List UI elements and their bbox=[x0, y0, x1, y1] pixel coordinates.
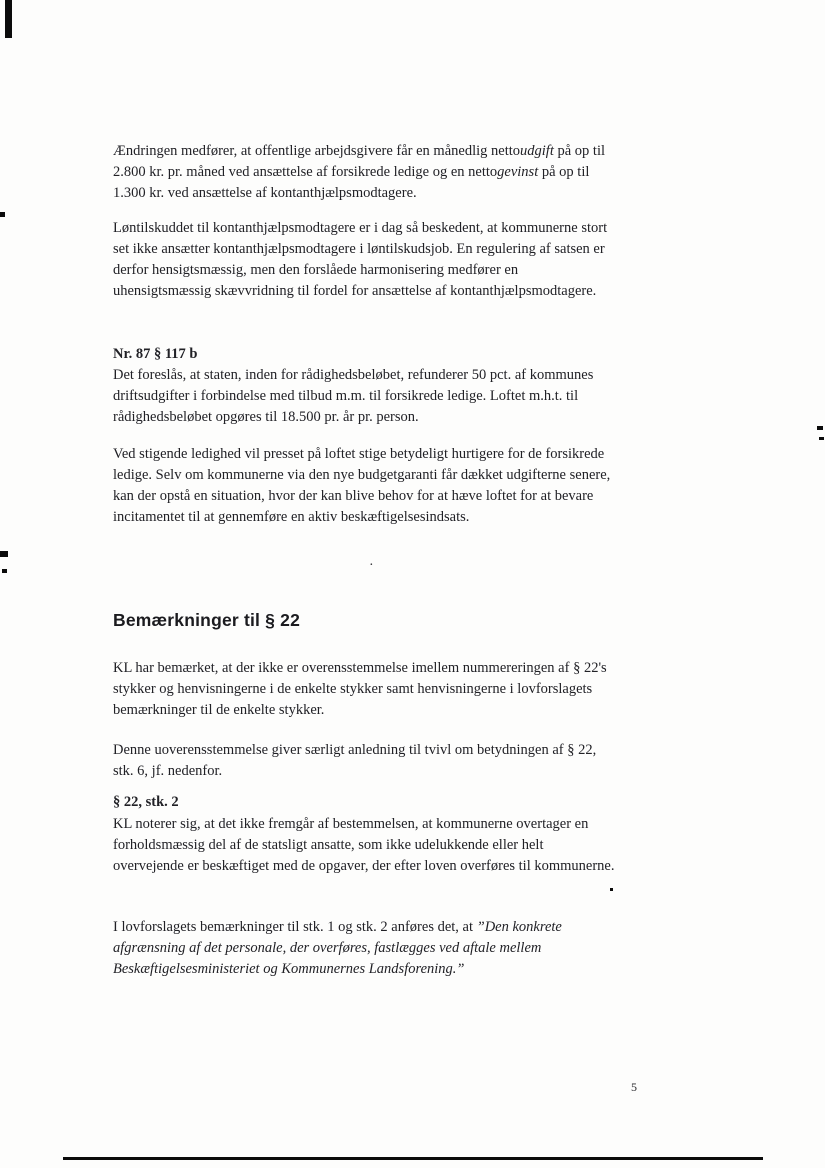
paragraph-nettoudgift bbox=[113, 141, 615, 204]
scan-artifact bbox=[2, 569, 7, 573]
text-run: Ændringen medfører, at offentlige arbejdsgivere får en månedlig netto bbox=[113, 143, 521, 159]
text-run-italic: udgift bbox=[520, 143, 554, 159]
scan-artifact bbox=[610, 888, 613, 891]
scan-artifact bbox=[0, 212, 5, 217]
scan-artifact bbox=[0, 551, 8, 557]
paragraph-loentilskud: Løntilskuddet til kontanthjælpsmodtagere er i dag så beskedent, at kommunerne stort set ikke ansætter kontanthjælpsmodtagere i løntilskudsjob. En regulering af satsen er derfor hensigtsmæssig, men den forslåede harmonisering medfører en uhensigtsmæssig skævvridning til fordel for ansættelse af kontanthjælpsmodtagere. bbox=[113, 220, 608, 299]
separator-dot: · bbox=[369, 558, 374, 573]
scan-artifact bbox=[63, 1157, 763, 1160]
paragraph-kl-noterer: KL noterer sig, at det ikke fremgår af bestemmelsen, at kommunerne overtager en forholdsmæssig del af de statsligt ansatte, som ikke udelukkende eller helt overvejende er beskæftiget med de opgaver, der efter loven overføres til kommunerne. bbox=[113, 816, 615, 874]
paragraph-kl-bemaerket: KL har bemærket, at der ikke er overensstemmelse imellem nummereringen af § 22's stykker og henvisningerne i de enkelte stykker samt henvisningerne i lovforslagets bemærkninger til de enkelte stykker. bbox=[113, 660, 607, 718]
heading-bemaerkninger-22: Bemærkninger til § 22 bbox=[113, 610, 301, 630]
text-run: I lovforslagets bemærkninger til stk. 1 og stk. 2 anføres det, at bbox=[113, 919, 477, 935]
paragraph-raadighedsbeloeb: Det foreslås, at staten, inden for rådighedsbeløbet, refunderer 50 pct. af kommunes driftsudgifter i forbindelse med tilbud m.m. til forsikrede ledige. Loftet m.h.t. til rådighedsbeløbet opgøres til 18.500 pr. år pr. person. bbox=[113, 367, 594, 425]
paragraph-uoverensstemmelse: Denne uoverensstemmelse giver særligt anledning til tvivl om betydningen af § 22, stk. 6, jf. nedenfor. bbox=[113, 742, 597, 779]
scan-artifact bbox=[817, 426, 823, 430]
scan-artifact bbox=[819, 437, 824, 440]
text-run-italic: gevinst bbox=[497, 164, 539, 180]
paragraph-stigende-ledighed: Ved stigende ledighed vil presset på loftet stige betydeligt hurtigere for de forsikrede ledige. Selv om kommunerne via den nye budgetgaranti får dækket udgifterne senere, kan der opstå en situation, hvor der kan blive behov for at hæve loftet for at bevare incitamentet til at gennemføre en aktiv beskæftigelsesindsats. bbox=[113, 446, 611, 525]
paragraph-lovforslag-citat bbox=[113, 917, 615, 980]
page-number: 5 bbox=[631, 1080, 637, 1094]
text-run-italic-quote: ”Den konkrete afgrænsning af det personale, der overføres, fastlægges ved aftale mellem Beskæftigelsesministeriet og Kommunernes Landsforening.” bbox=[113, 919, 562, 977]
text-run: på op til 1.300 kr. ved ansættelse af kontanthjælpsmodtagere. bbox=[113, 164, 590, 201]
scan-artifact bbox=[5, 0, 12, 38]
heading-nr-87: Nr. 87 § 117 b bbox=[113, 346, 198, 362]
text-run: på op til 2.800 kr. pr. måned ved ansættelse af forsikrede ledige og en netto bbox=[113, 143, 606, 180]
heading-22-stk-2: § 22, stk. 2 bbox=[113, 794, 179, 810]
